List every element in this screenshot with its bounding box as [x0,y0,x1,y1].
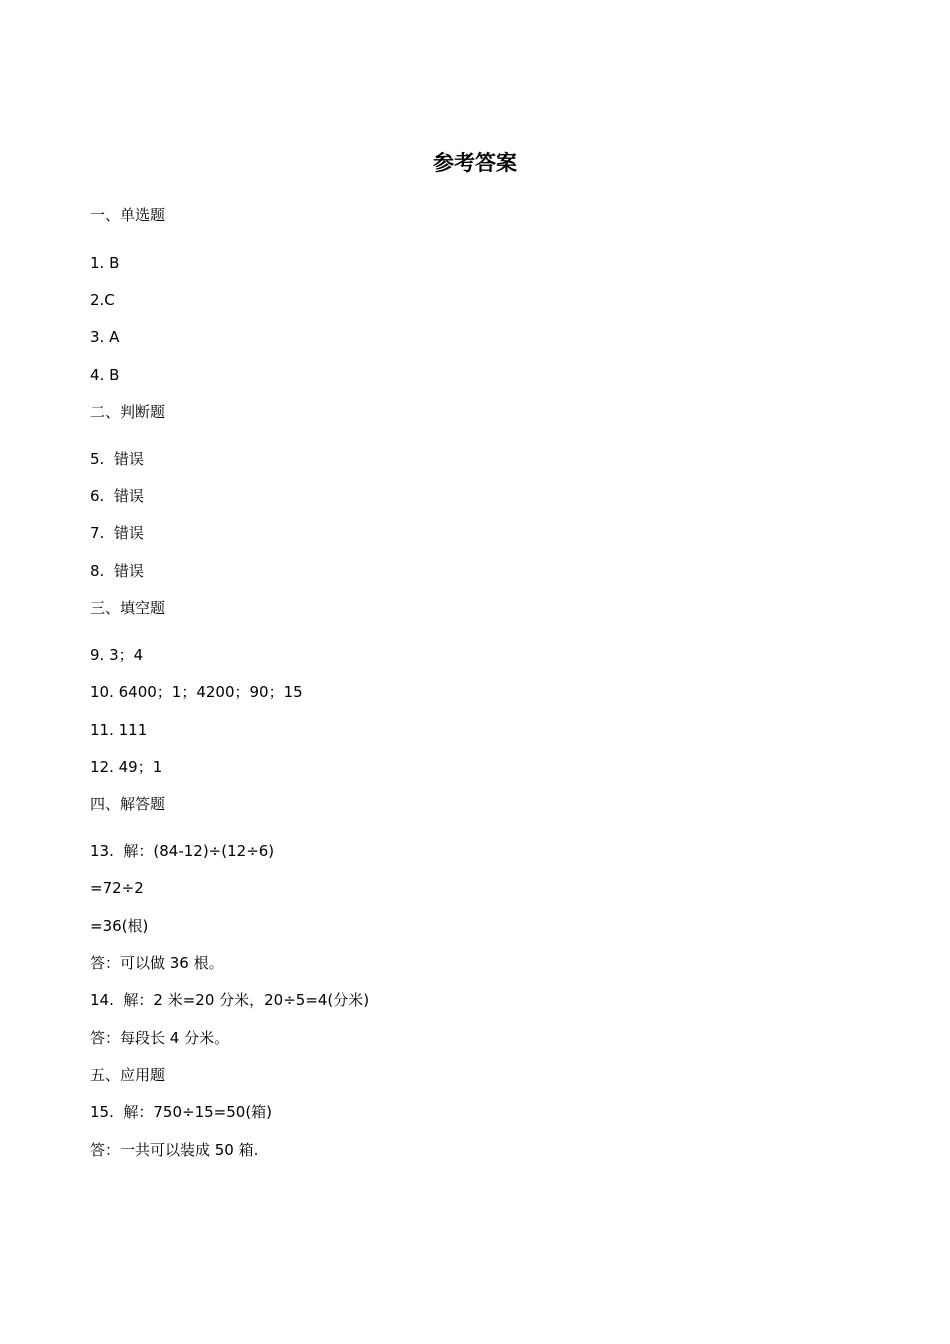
section-heading-single-choice: 一、单选题 [90,206,166,224]
answer-line-12: 12. 49；1 [90,758,163,776]
answer-line-14: 14. 解：2 米=20 分米，20÷5=4(分米) [90,991,370,1009]
answer-line-11: 11. 111 [90,721,148,739]
work-line-13-step-2: =36(根) [90,917,149,935]
answer-line-8: 8. 错误 [90,562,144,580]
answer-line-3: 3. A [90,328,120,346]
section-heading-solutions: 四、解答题 [90,795,166,813]
answer-line-7: 7. 错误 [90,524,144,542]
work-line-13-step-1: =72÷2 [90,879,144,897]
answer-line-15: 15. 解：750÷15=50(箱) [90,1103,273,1121]
section-heading-true-false: 二、判断题 [90,403,166,421]
answer-line-13: 13. 解：(84-12)÷(12÷6) [90,842,275,860]
section-heading-applications: 五、应用题 [90,1066,166,1084]
answer-line-4: 4. B [90,366,120,384]
answer-statement-15: 答：一共可以装成 50 箱. [90,1141,259,1159]
answer-line-10: 10. 6400；1；4200；90；15 [90,683,303,701]
answer-line-1: 1. B [90,254,120,272]
answer-line-2: 2.C [90,291,115,309]
answer-line-6: 6. 错误 [90,487,144,505]
page-title: 参考答案 [433,151,517,175]
section-heading-fill-blank: 三、填空题 [90,599,166,617]
answer-line-9: 9. 3；4 [90,646,144,664]
answer-statement-14: 答：每段长 4 分米。 [90,1029,230,1047]
answer-line-5: 5. 错误 [90,450,144,468]
answer-statement-13: 答：可以做 36 根。 [90,954,224,972]
